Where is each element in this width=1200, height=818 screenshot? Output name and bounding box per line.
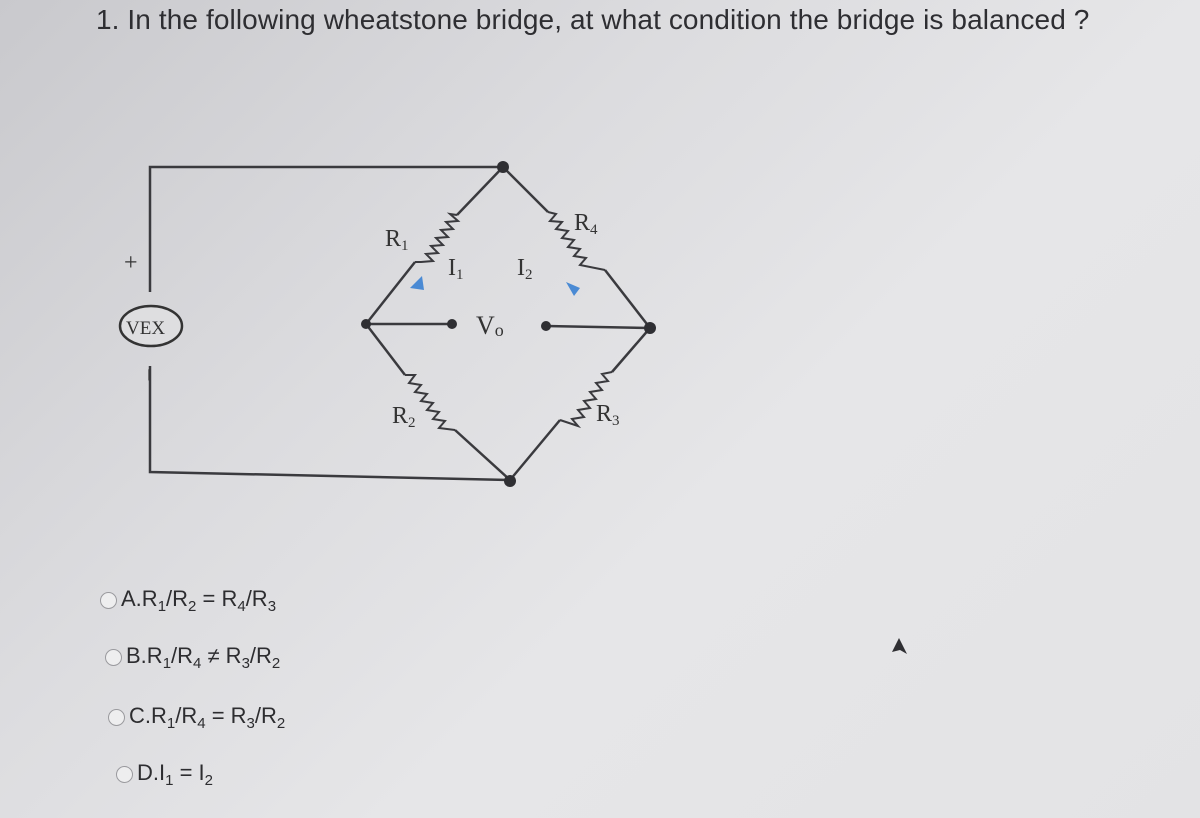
option-d-radio[interactable]: [116, 766, 133, 783]
option-b[interactable]: [105, 643, 280, 672]
minus-sign: −: [135, 368, 161, 382]
r2-label: R2: [392, 403, 416, 431]
i2-arrow-icon: [566, 282, 580, 296]
option-a-radio[interactable]: [100, 592, 117, 609]
question-text: 1. In the following wheatstone bridge, at what condition the bridge is balanced ?: [96, 4, 1090, 35]
i2-label: I2: [517, 255, 533, 283]
option-c-radio[interactable]: [108, 709, 125, 726]
option-a-label: $A.R_1/R_2 = R_4/R_3$: [121, 586, 277, 615]
r3-label: R3: [596, 401, 620, 429]
option-d-label: $D.I_1 = I_2$: [137, 760, 213, 789]
option-b-label: $B.R_1/R_4 \ne R_3/R_2$: [126, 643, 281, 672]
option-d[interactable]: [116, 760, 213, 789]
i1-label: I1: [448, 255, 464, 283]
option-c[interactable]: [108, 703, 285, 732]
option-b-radio[interactable]: [105, 649, 122, 666]
option-a[interactable]: [100, 586, 276, 615]
plus-sign: +: [124, 250, 138, 276]
mouse-cursor-icon: [887, 636, 911, 660]
r4-label: R4: [574, 210, 598, 238]
r1-label: R1: [385, 226, 409, 254]
vo-label: Vo: [476, 311, 504, 340]
option-c-label: $C.R_1/R_4 = R_3/R_2$: [129, 703, 286, 732]
i1-arrow-icon: [410, 276, 424, 290]
vex-label: VEX: [126, 318, 166, 339]
